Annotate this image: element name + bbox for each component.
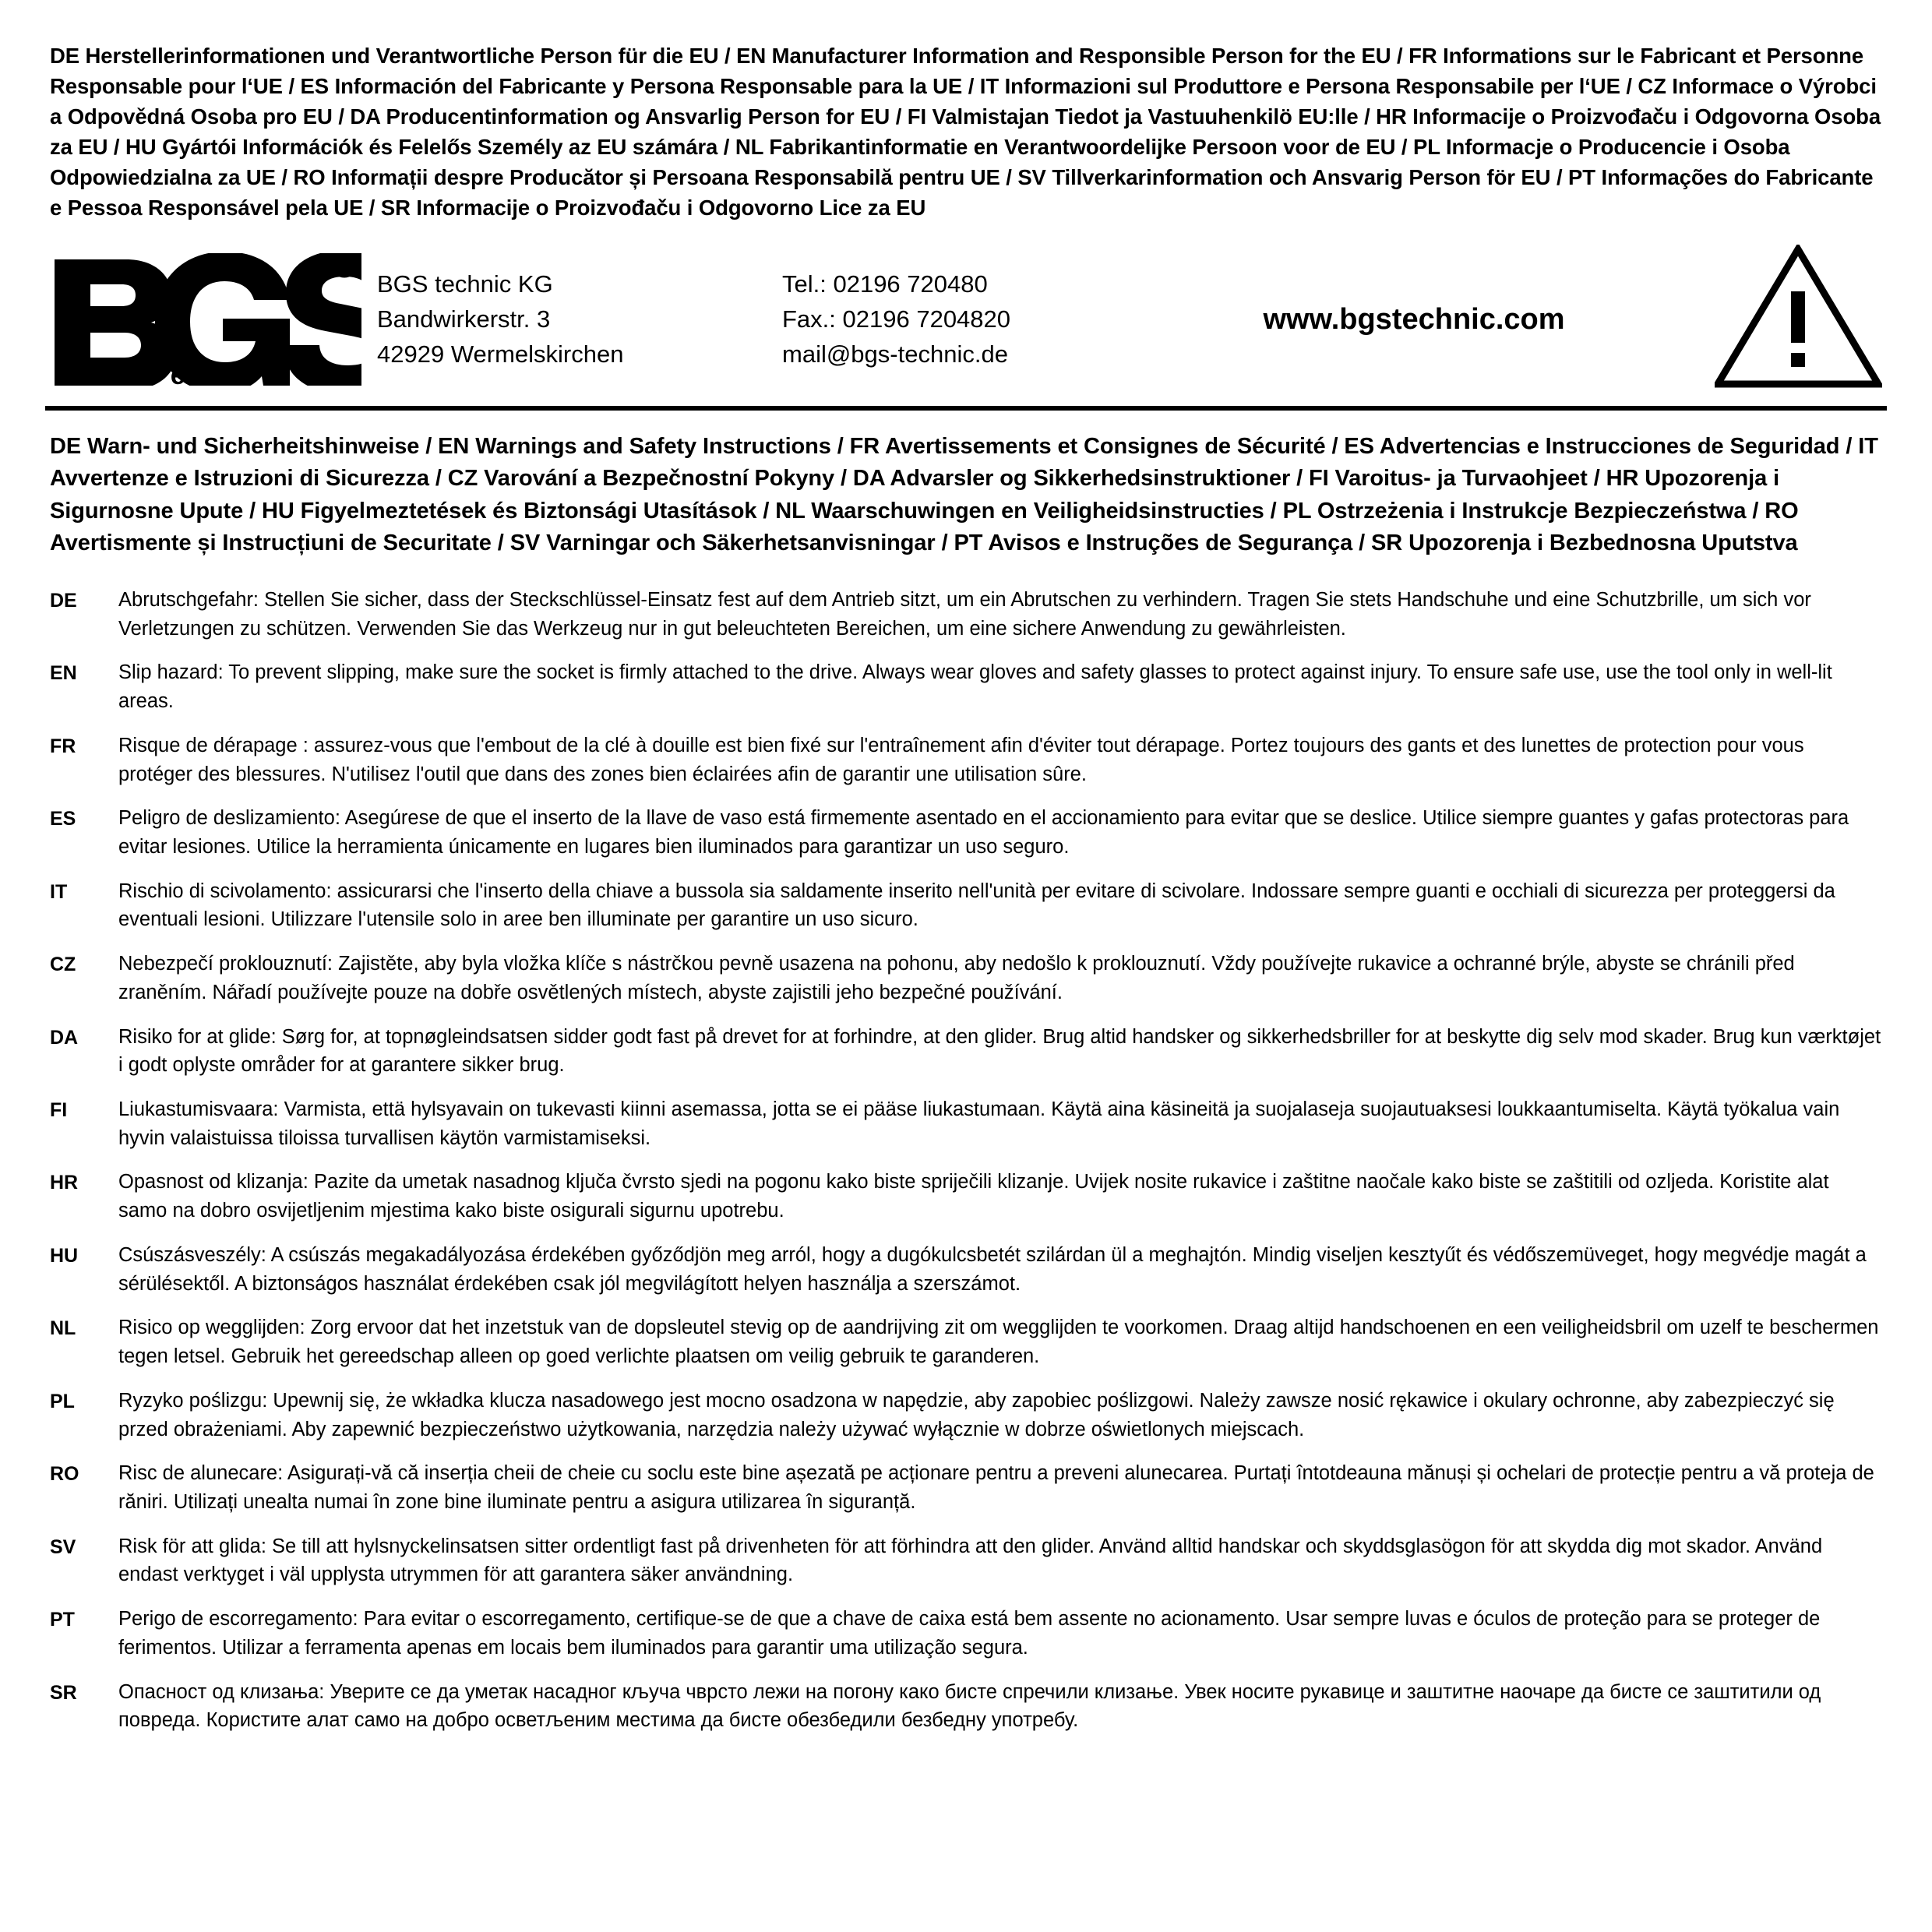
language-code: FI xyxy=(50,1099,68,1122)
instruction-row-nl xyxy=(50,1313,1882,1370)
instruction-row-de xyxy=(50,586,1882,643)
instruction-row-pt xyxy=(50,1605,1882,1662)
company-tel: Tel.: 02196 720480 xyxy=(782,270,988,298)
instruction-text: Liukastumisvaara: Varmista, että hylsyavain on tukevasti kiinni asemassa, jotta se ei pääse liukastumaan. Käytä aina käsineitä ja suojalaseja suojautuaksesi loukkaantumiselta. Käytä työkalua vain hyvin valaistuissa tiloissa turvallisen käytön varmistamiseksi. xyxy=(118,1098,1840,1149)
language-code: HU xyxy=(50,1244,79,1267)
language-code: CZ xyxy=(50,954,76,976)
manufacturer-info-heading: DE Herstellerinformationen und Verantwortliche Person für die EU / EN Manufacturer Information and Responsible Person for the EU / FR Informations sur le Fabricant et Personne Responsable pour l‘UE / ES Información del Fabricante y Persona Responsable para la UE / IT Informazioni sul Produttore e Persona Responsabile per l‘UE / CZ Informace o Výrobci a Odpovědná Osoba pro EU / DA Producentinformation og Ansvarlig Person for EU / FI Valmistajan Tiedot ja Vastuuhenkilö EU:lle / HR Informacije o Proizvođaču i Odgovorna Osoba za EU / HU Gyártói Információk és Felelős Személy az EU számára / NL Fabrikantinformatie en Verantwoordelijke Persoon voor de EU / PL Informacje o Producencie i Osoba Odpowiedzialna za UE / RO Informații despre Producător și Persoana Responsabilă pentru UE / SV Tillverkarinformation och Ansvarig Person för EU / PT Informações do Fabricante e Pessoa Responsável pela UE / SR Informacije o Proizvođaču i Odgovorno Lice za EU xyxy=(50,44,1881,220)
language-code: ES xyxy=(50,808,76,830)
language-code: FR xyxy=(50,735,76,757)
instruction-row-pl xyxy=(50,1387,1882,1444)
instruction-text: Risk för att glida: Se till att hylsnyckelinsatsen sitter ordentligt fast på drivenheten för att förhindra att den glider. Använd alltid handskar och skyddsglasögon för att skydda dig mot skador. Använd endast verktyget i väl upplysta utrymmen för att garantera säker användning. xyxy=(118,1535,1823,1586)
instruction-row-ro xyxy=(50,1459,1882,1516)
company-name: BGS technic KG xyxy=(377,270,553,298)
instructions-list xyxy=(45,586,1887,1735)
instruction-text: Perigo de escorregamento: Para evitar o escorregamento, certifique-se de que a chave de caixa está bem assente no acionamento. Usar sempre luvas e óculos de proteção para se proteger de ferimentos. Utilizar a ferramenta apenas em locais bem iluminados para garantir uma utilização segura. xyxy=(118,1608,1821,1659)
svg-text:t e c h n i c: t e c h n i c xyxy=(143,360,351,386)
language-code: SR xyxy=(50,1681,77,1704)
language-code: DE xyxy=(50,589,77,612)
company-contact xyxy=(782,261,1141,372)
company-website[interactable]: www.bgstechnic.com xyxy=(1263,303,1565,337)
instruction-text: Опасност од клизања: Уверите се да уметак насадног кључа чврсто лежи на погону како бисте спречили клизање. Увек носите рукавице и заштитне наочаре да бисте се заштитили од повреда. Користите алат само на добро осветљеним местима да бисте обезбедили безбедну употребу. xyxy=(118,1680,1821,1732)
instruction-text: Slip hazard: To prevent slipping, make sure the socket is firmly attached to the drive. Always wear gloves and safety glasses to protect against injury. To ensure safe use, use the tool only in well-lit areas. xyxy=(118,661,1832,713)
instruction-row-da xyxy=(50,1023,1882,1080)
instruction-row-cz xyxy=(50,950,1882,1007)
language-code: RO xyxy=(50,1463,79,1486)
svg-text:R: R xyxy=(340,259,349,274)
language-code: PT xyxy=(50,1609,75,1631)
language-code: SV xyxy=(50,1535,76,1558)
company-email[interactable]: mail@bgs-technic.de xyxy=(782,340,1008,368)
warnings-heading: DE Warn- und Sicherheitshinweise / EN Warnings and Safety Instructions / FR Avertissements et Consignes de Sécurité / ES Advertencias e Instrucciones de Seguridad / IT Avvertenze e Istruzioni di Sicurezza / CZ Varování a Bezpečnostní Pokyny / DA Advarsler og Sikkerhedsinstruktioner / FI Varoitus- ja Turvaohjeet / HR Upozorenja i Sigurnosne Upute / HU Figyelmeztetések és Biztonsági Utasítások / NL Waarschuwingen en Veiligheidsinstructies / PL Ostrzeżenia i Instrukcje Bezpieczeństwa / RO Avertismente și Instrucțiuni de Securitate / SV Varningar och Säkerhetsanvisningar / PT Avisos e Instruções de Segurança / SR Upozorenja i Bezbednosna Uputstva xyxy=(50,434,1878,555)
instruction-row-it xyxy=(50,877,1882,934)
instruction-row-fi xyxy=(50,1095,1882,1152)
instruction-text: Abrutschgefahr: Stellen Sie sicher, dass der Steckschlüssel-Einsatz fest auf dem Antrieb sitzt, um ein Abrutschen zu verhindern. Tragen Sie stets Handschuhe und eine Schutzbrille, um sich vor Verletzungen zu schützen. Verwenden Sie das Werkzeug nur in gut beleuchteten Bereichen, um eine sichere Anwendung zu gewährleisten. xyxy=(118,588,1811,640)
language-code: EN xyxy=(50,662,77,685)
warning-triangle-icon xyxy=(1715,245,1882,389)
language-code: IT xyxy=(50,880,68,903)
warning-triangle xyxy=(1687,245,1882,389)
company-city: 42929 Wermelskirchen xyxy=(377,340,624,368)
language-code: NL xyxy=(50,1317,76,1340)
instruction-row-sv xyxy=(50,1532,1882,1589)
instruction-row-fr xyxy=(50,732,1882,788)
instruction-text: Rischio di scivolamento: assicurarsi che l'inserto della chiave a bussola sia saldamente inserito nell'unità per evitare di scivolare. Indossare sempre guanti e occhiali di sicurezza per proteggersi da eventuali lesioni. Utilizzare l'utensile solo in aree ben illuminate per garantire un uso sicuro. xyxy=(118,880,1835,931)
instruction-text: Risque de dérapage : assurez-vous que l'embout de la clé à douille est bien fixé sur l'entraînement afin d'éviter tout dérapage. Portez toujours des gants et des lunettes de protection pour vous protéger des blessures. N'utilisez l'outil que dans des zones bien éclairées afin de garantir une utilisation sûre. xyxy=(118,734,1804,785)
instruction-row-es xyxy=(50,804,1882,861)
bgs-logo-icon xyxy=(50,253,361,386)
instruction-row-en xyxy=(50,658,1882,715)
language-code: PL xyxy=(50,1390,75,1412)
instruction-text: Nebezpečí proklouznutí: Zajistěte, aby byla vložka klíče s nástrčkou pevně usazena na pohonu, aby nedošlo k proklouznutí. Vždy používejte rukavice a ochranné brýle, abyste se chránili před zraněním. Nářadí používejte pouze na dobře osvětlených místech, abyste zajistili jeho bezpečné používání. xyxy=(118,953,1795,1003)
instruction-text: Opasnost od klizanja: Pazite da umetak nasadnog ključa čvrsto sjedi na pogonu kako biste spriječili klizanje. Uvijek nosite rukavice i zaštitne naočale kako biste se zaštitili od ozljeda. Koristite alat samo na dobro osvijetljenim mjestima kako biste osigurali sigurnu upotrebu. xyxy=(118,1171,1829,1222)
language-code: HR xyxy=(50,1172,79,1194)
instruction-text: Risico op wegglijden: Zorg ervoor dat het inzetstuk van de dopsleutel stevig op de aandrijving zit om wegglijden te voorkomen. Draag altijd handschoenen en een veiligheidsbril om uzelf te beschermen tegen letsel. Gebruik het gereedschap alleen op goed verlichte plaatsen om veilig gebruik te garanderen. xyxy=(118,1317,1879,1368)
instruction-row-hu xyxy=(50,1241,1882,1298)
instruction-text: Csúszásveszély: A csúszás megakadályozása érdekében győződjön meg arról, hogy a dugókulcsbetét szilárdan ül a meghajtón. Mindig viseljen kesztyűt és védőszemüveget, hogy megvédje magát a sérülésektől. A biztonságos használat érdekében csak jól megvilágított helyen használja a szerszámot. xyxy=(118,1243,1867,1295)
company-street: Bandwirkerstr. 3 xyxy=(377,305,551,333)
instruction-row-sr xyxy=(50,1678,1882,1735)
bgs-logo xyxy=(50,249,377,386)
instruction-row-hr xyxy=(50,1168,1882,1225)
company-fax: Fax.: 02196 7204820 xyxy=(782,305,1011,333)
company-address xyxy=(377,261,782,372)
instruction-text: Risc de alunecare: Asigurați-vă că inserția cheii de cheie cu soclu este bine așezată pe acționare pentru a preveni alunecarea. Purtați întotdeauna mănuși și ochelari de protecție pentru a vă proteja de răniri. Utilizați unealta numai în zone bine iluminate pentru a asigura utilizarea în siguranță. xyxy=(118,1462,1874,1513)
language-code: DA xyxy=(50,1026,79,1049)
instruction-text: Ryzyko poślizgu: Upewnij się, że wkładka klucza nasadowego jest mocno osadzona w napędzie, aby zapobiec poślizgowi. Należy zawsze nosić rękawice i okulary ochronne, aby zabezpieczyć się przed obrażeniami. Aby zapewnić bezpieczeństwo użytkowania, narzędzia należy używać wyłącznie w dobrze oświetlonych miejscach. xyxy=(118,1389,1835,1440)
company-info-band xyxy=(45,237,1887,411)
instruction-text: Peligro de deslizamiento: Asegúrese de que el inserto de la llave de vaso está firmemente asentado en el accionamiento para evitar que se deslice. Utilice siempre guantes y gafas protectoras para evitar lesiones. Utilice la herramienta únicamente en lugares bien iluminados para garantizar un uso seguro. xyxy=(118,807,1849,858)
instruction-text: Risiko for at glide: Sørg for, at topnøgleindsatsen sidder godt fast på drevet for at forhindre, at den glider. Brug altid handsker og sikkerhedsbriller for at beskytte dig selv mod skader. Brug kun værktøjet i godt oplyste områder for at garantere sikker brug. xyxy=(118,1025,1881,1077)
